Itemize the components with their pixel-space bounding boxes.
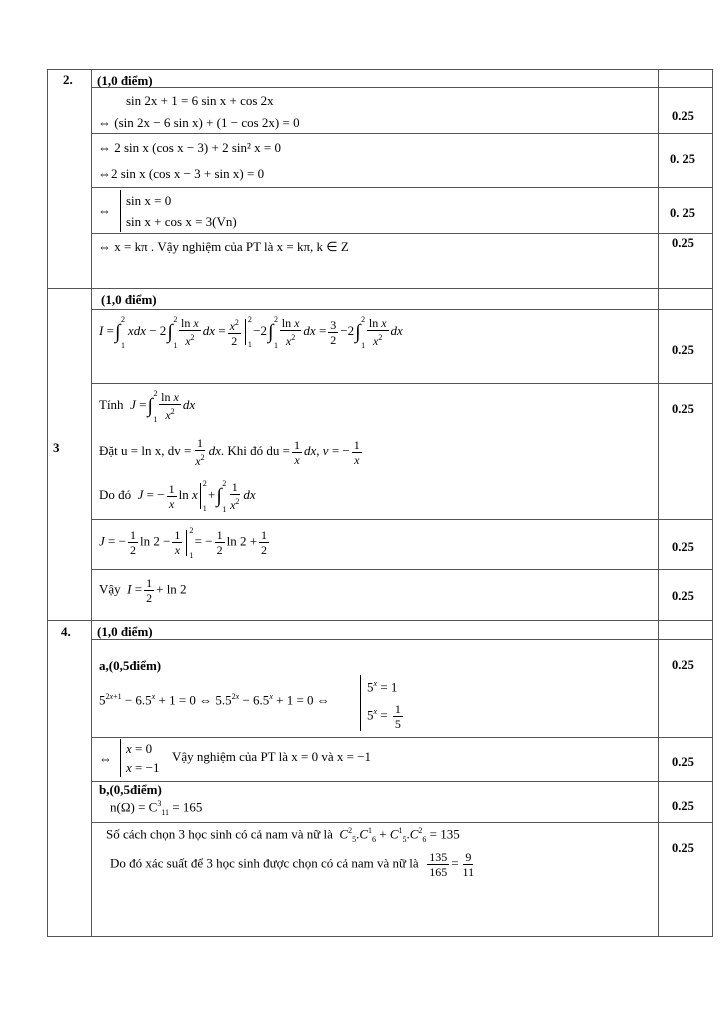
exponential-system: $5^x = 1$ $5^x$ = $\frac{1}{5}$ <box>360 675 405 731</box>
label-text: Do đó <box>99 486 132 502</box>
part-b-heading: b,(0,5điểm) <box>99 782 162 797</box>
probability-line: Do đó xác suất để 3 học sinh được chọn có cả nam và nữ là $\frac{135}{165}$ = $\frac{9}{11}$ <box>110 850 475 879</box>
system-line: sin x + cos x = 3(Vn) <box>126 214 237 229</box>
score: 0. 25 <box>670 206 695 220</box>
score: 0.25 <box>672 343 694 357</box>
score: 0.25 <box>672 658 694 672</box>
label-text: . Khi đó du = <box>220 442 290 458</box>
label-text: Do đó xác suất để 3 học sinh được chọn có cả nam và nữ là <box>110 855 419 871</box>
equation-line: sin 2x + 1 = 6 sin x + cos 2x <box>126 93 274 108</box>
exponential-equation: $5^{2x+1} - 6.5^x + 1 = 0$ ⇔ $5.5^{2x} - 6.5^x + 1 = 0$ ⇔ <box>99 692 330 708</box>
question-number: 4. <box>61 624 71 639</box>
score: 0. 25 <box>670 152 695 166</box>
equation-line: ⇔ x = kπ . Vậy nghiệm của PT là x = kπ, k ∈ Z <box>98 239 349 254</box>
solution-system: x = 0 x = −1 <box>120 739 159 777</box>
system-line: sin x = 0 <box>126 193 172 208</box>
equation-line: ⇔ 2 sin x (cos x − 3) + 2 sin² x = 0 <box>98 140 281 155</box>
score: 0.25 <box>672 402 694 416</box>
label-text: n(Ω) = C <box>110 799 158 815</box>
integral-J-definition: Tính J =∫ 2 1 $\frac{\text{ln x}}{x^2}$ dx <box>99 388 196 424</box>
score: 0.25 <box>672 109 694 123</box>
question-points: (1,0 điểm) <box>97 73 153 88</box>
question-points: (1,0 điểm) <box>97 624 153 639</box>
score: 0.25 <box>672 236 694 250</box>
equivalence-symbol: ⇔ <box>98 203 111 218</box>
question-number: 3 <box>53 440 60 455</box>
solution-statement: Vậy nghiệm của PT là x = 0 và x = −1 <box>172 749 372 764</box>
integral-expression: I =∫ 2 1 xdx − 2∫ 2 1 $\frac{\text{ln x}}{x^2}$ dx = $\frac{x^2}{2}$ 2 1 −2∫ 2 1 $\frac{\text{ln x}}{x^2}$ dx = $\frac{3}{2}$ −2∫ 2 1 $\frac{\text{ln x}}{x^2}$ dx <box>99 314 403 350</box>
integration-by-parts-line: Do đó J = − $\frac{1}{x}$ ln x 2 1 +∫ 2 1 $\frac{1}{x^2}$ dx <box>99 478 256 514</box>
label-text: Số cách chọn 3 học sinh có cả nam và nữ là <box>106 826 333 842</box>
score: 0.25 <box>672 540 694 554</box>
question-number: 2. <box>63 72 73 87</box>
combination-count-line: Số cách chọn 3 học sinh có cả nam và nữ là $C^2_5.C^1_6 + C^1_5.C^2_6 = 135$ <box>106 826 460 844</box>
label-text: Vậy <box>99 581 121 597</box>
equation-line: ⇔ (sin 2x − 6 sin x) + (1 − cos 2x) = 0 <box>98 115 300 130</box>
score: 0.25 <box>672 799 694 813</box>
score: 0.25 <box>672 841 694 855</box>
substitution-line: Đặt u = ln x, dv = $\frac{1}{x^2}$ dx. Khi đó du = $\frac{1}{x}$ dx, v = − $\frac{1}{x}$ <box>99 436 360 468</box>
base-five: 5 <box>99 692 106 708</box>
equation-line: ⇔2 sin x (cos x − 3 + sin x) = 0 <box>98 166 265 181</box>
final-result-line: Vậy I = $\frac{1}{2}$ + ln 2 <box>99 576 187 605</box>
score: 0.25 <box>672 755 694 769</box>
J-result-line: J = − $\frac{1}{2}$ ln 2 − $\frac{1}{x}$ 2 1 = − $\frac{1}{2}$ ln 2 + $\frac{1}{2}$ <box>99 525 268 560</box>
part-a-heading: a,(0,5điểm) <box>99 658 162 673</box>
question-points: (1,0 điểm) <box>101 292 157 307</box>
solution-system <box>120 190 237 232</box>
sample-space-count: $n(\Omega) = C^3_{11} = 165$ <box>110 799 203 817</box>
score: 0.25 <box>672 589 694 603</box>
label-text: Tính <box>99 396 124 412</box>
label-text: Đặt u = ln x, dv = <box>99 442 192 458</box>
equivalence-symbol: ⇔ <box>99 751 112 766</box>
